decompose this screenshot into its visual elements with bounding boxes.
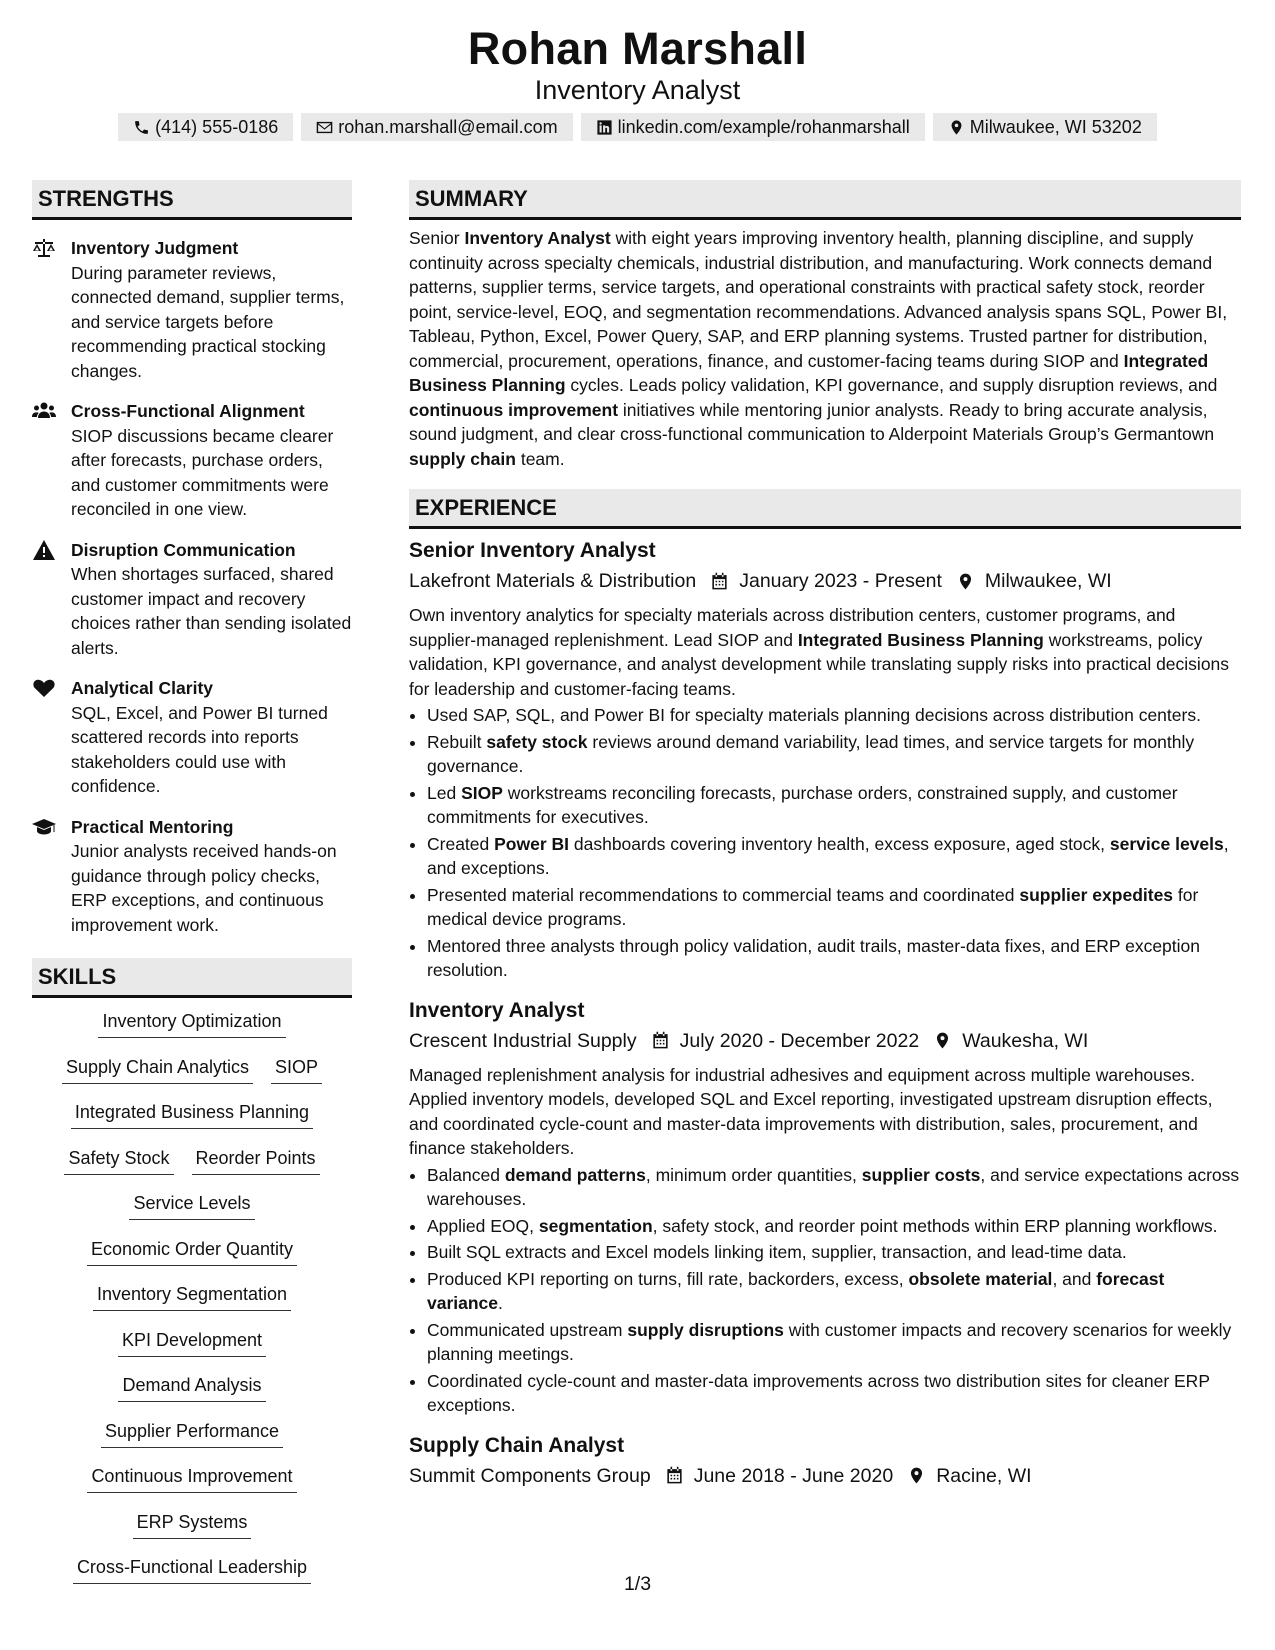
job-title: Inventory Analyst [409,998,585,1022]
emphasis-text: SIOP [461,782,503,803]
emphasis-text: obsolete material [908,1268,1053,1289]
job-meta [409,1462,1241,1490]
strength-text: SIOP discussions became clearer after forecasts, purchase orders, and customer commitments were reconciled in one view. [71,425,334,519]
skill-row [32,1372,352,1418]
location-icon [919,1031,962,1050]
strength-item [32,236,352,383]
job-bullet: • Used SAP, SQL, and Power BI for specialty materials planning decisions across distribution centers. [427,703,1241,728]
skill-tag: Inventory Segmentation [93,1281,291,1311]
strength-item [32,815,352,938]
job-bullet: • Mentored three analysts through policy validation, audit trails, master-data fixes, and ERP exception resolution. [427,934,1241,983]
emphasis-text: supplier costs [861,1164,981,1185]
job-bullet: • Applied EOQ, segmentation, safety stock, and reorder point methods within ERP planning workflows. [427,1214,1241,1239]
job-bullet: • Presented material recommendations to commercial teams and coordinated supplier expedites for medical device programs. [427,883,1241,932]
warning-icon [32,539,56,561]
summary-heading: SUMMARY [409,180,1241,220]
strength-title: Cross-Functional Alignment [71,401,305,421]
strength-title: Analytical Clarity [71,678,213,698]
skill-row [32,1327,352,1373]
skills-heading: SKILLS [32,958,352,998]
skills-list [32,1008,352,1600]
skill-tag: SIOP [271,1054,322,1084]
emphasis-text: Inventory Analyst [464,228,611,248]
candidate-title: Inventory Analyst [534,75,741,105]
job-description: Managed replenishment analysis for industrial adhesives and equipment across multiple warehouses. Applied inventory models, developed SQL and Excel reporting, investigated upstream disruption effects, and coordinated cycle-count and master-data improvements with distribution, sales, procurement, and finance stakeholders. [409,1064,1213,1158]
experience-list [409,537,1241,1490]
skill-tag: Continuous Improvement [87,1463,296,1493]
contact-bar [0,113,1275,141]
contact-phone[interactable] [118,113,293,141]
skill-tag: Integrated Business Planning [71,1099,313,1129]
strength-item [32,399,352,522]
skill-row [32,1054,352,1100]
job-meta [409,1027,1241,1055]
graduation-cap-icon [32,816,56,838]
skill-tag: Cross-Functional Leadership [73,1554,311,1584]
emphasis-text: supply chain [409,448,516,469]
skill-tag: Supply Chain Analytics [62,1054,253,1084]
page-number: 1/3 [623,1573,652,1595]
candidate-name: Rohan Marshall [467,23,808,74]
location-icon [948,119,965,136]
job-entry [409,997,1241,1418]
location-icon [893,1466,936,1485]
experience-heading: EXPERIENCE [409,489,1241,529]
skill-row [32,1418,352,1464]
right-column [409,180,1241,1490]
emphasis-text: Integrated Business Planning [797,629,1044,650]
strength-title: Practical Mentoring [71,816,234,837]
contact-email-text: rohan.marshall@email.com [338,117,558,137]
emphasis-text: service levels [1109,833,1224,854]
skill-tag: Safety Stock [64,1145,173,1175]
job-dates: July 2020 - December 2022 [679,1029,920,1052]
job-description: Own inventory analytics for specialty materials across distribution centers, customer programs, and supplier-managed replenishment. Lead SIOP and Integrated Business Planning workstreams, policy validation, KPI governance, and analyst development while translating supply risks into practical decisions for leadership and customer-facing teams. [409,605,1230,699]
skill-tag: Inventory Optimization [98,1008,285,1038]
skill-tag: Service Levels [129,1190,254,1220]
skill-tag: Economic Order Quantity [87,1236,297,1266]
job-entry [409,1432,1241,1490]
calendar-icon [651,1466,694,1485]
job-dates: January 2023 - Present [739,570,942,592]
phone-icon [133,119,150,136]
job-bullets [409,703,1241,983]
contact-phone-text: (414) 555-0186 [155,117,279,137]
skill-row [32,1190,352,1236]
job-bullet: • Coordinated cycle-count and master-data improvements across two distribution sites for cleaner ERP exceptions. [427,1369,1241,1418]
contact-email[interactable] [301,113,572,141]
strength-text: SQL, Excel, and Power BI turned scattered records into reports stakeholders could use with confidence. [71,702,328,796]
strength-text: When shortages surfaced, shared customer impact and recovery choices rather than sending isolated alerts. [71,564,352,658]
emphasis-text: Integrated Business Planning [409,350,1209,395]
job-bullet: • Produced KPI reporting on turns, fill rate, backorders, excess, obsolete material, and forecast variance. [427,1267,1241,1316]
job-dates: June 2018 - June 2020 [693,1464,894,1487]
skill-row [32,1236,352,1282]
job-company: Crescent Industrial Supply [409,1029,637,1052]
job-bullet: • Created Power BI dashboards covering inventory health, excess exposure, aged stock, service levels, and exceptions. [427,832,1241,881]
skill-tag: Supplier Performance [101,1418,283,1448]
contact-linkedin[interactable] [581,113,925,141]
job-bullet: • Rebuilt safety stock reviews around demand variability, lead times, and service targets for monthly governance. [427,730,1241,779]
contact-linkedin-text: linkedin.com/example/rohanmarshall [617,117,910,137]
calendar-icon [637,1031,680,1050]
calendar-icon [696,572,739,591]
strength-text: During parameter reviews, connected demand, supplier terms, and service targets before recommending practical stocking changes. [71,262,345,381]
left-column [32,180,352,1600]
job-location: Milwaukee, WI [984,570,1112,592]
job-bullets [409,1163,1241,1418]
location-icon [942,572,985,591]
emphasis-text: segmentation [538,1215,653,1236]
emphasis-text: safety stock [486,731,588,752]
job-company: Summit Components Group [409,1464,651,1487]
contact-location-text: Milwaukee, WI 53202 [969,117,1142,137]
emphasis-text: supplier expedites [1019,884,1174,905]
skill-tag: ERP Systems [133,1509,252,1539]
job-location: Racine, WI [936,1464,1032,1487]
strength-title: Disruption Communication [71,539,296,560]
skill-tag: Reorder Points [192,1145,320,1175]
job-title: Supply Chain Analyst [409,1433,625,1457]
job-bullet: • Built SQL extracts and Excel models linking item, supplier, transaction, and lead-time data. [427,1240,1241,1265]
strength-item [32,538,352,661]
skill-row [32,1008,352,1054]
strength-title: Inventory Judgment [71,238,239,258]
skill-row [32,1281,352,1327]
skill-row [32,1099,352,1145]
skill-row [32,1145,352,1191]
job-meta [409,567,1241,595]
strengths-heading: STRENGTHS [32,180,352,220]
job-entry [409,537,1241,983]
summary-text: Senior Inventory Analyst with eight years improving inventory health, planning discipline, and supply continuity across specialty chemicals, industrial distribution, and manufacturing. Work connects demand patterns, supplier terms, service targets, and operational constraints with practical safety stock, reorder point, service-level, EOQ, and segmentation recommendations. Advanced analysis spans SQL, Power BI, Tableau, Python, Excel, Power Query, SAP, and ERP planning systems. Trusted partner for distribution, commercial, procurement, operations, finance, and customer-facing teams during SIOP and Integrated Business Planning cycles. Leads policy validation, KPI governance, and supply disruption reviews, and continuous improvement initiatives while mentoring junior analysts. Ready to bring accurate analysis, sound judgment, and clear cross-functional communication to Alderpoint Materials Group’s Germantown supply chain team. [409,228,1228,469]
linkedin-icon [596,119,613,136]
job-company: Lakefront Materials & Distribution [409,570,697,592]
skill-row [32,1509,352,1555]
job-bullet: • Communicated upstream supply disruptions with customer impacts and recovery scenarios for weekly planning meetings. [427,1318,1241,1367]
emphasis-text: forecast variance [427,1268,1165,1313]
resume-header [0,22,1275,106]
scale-icon [32,237,56,259]
skill-row [32,1463,352,1509]
job-location: Waukesha, WI [962,1029,1089,1052]
heart-icon [32,677,56,699]
skill-tag: KPI Development [118,1327,266,1357]
skill-tag: Demand Analysis [118,1372,265,1402]
job-bullet: • Balanced demand patterns, minimum order quantities, supplier costs, and service expectations across warehouses. [427,1163,1241,1212]
emphasis-text: continuous improvement [409,399,619,420]
emphasis-text: Power BI [494,833,570,854]
email-icon [316,119,333,136]
strength-text: Junior analysts received hands-on guidance through policy checks, ERP exceptions, and continuous improvement work. [71,841,337,935]
job-title: Senior Inventory Analyst [409,539,656,562]
emphasis-text: demand patterns [504,1164,646,1185]
job-bullet: • Led SIOP workstreams reconciling forecasts, purchase orders, constrained supply, and customer commitments for executives. [427,781,1241,830]
users-icon [32,400,56,422]
strength-item [32,676,352,799]
contact-location [933,113,1157,141]
emphasis-text: supply disruptions [627,1319,784,1340]
